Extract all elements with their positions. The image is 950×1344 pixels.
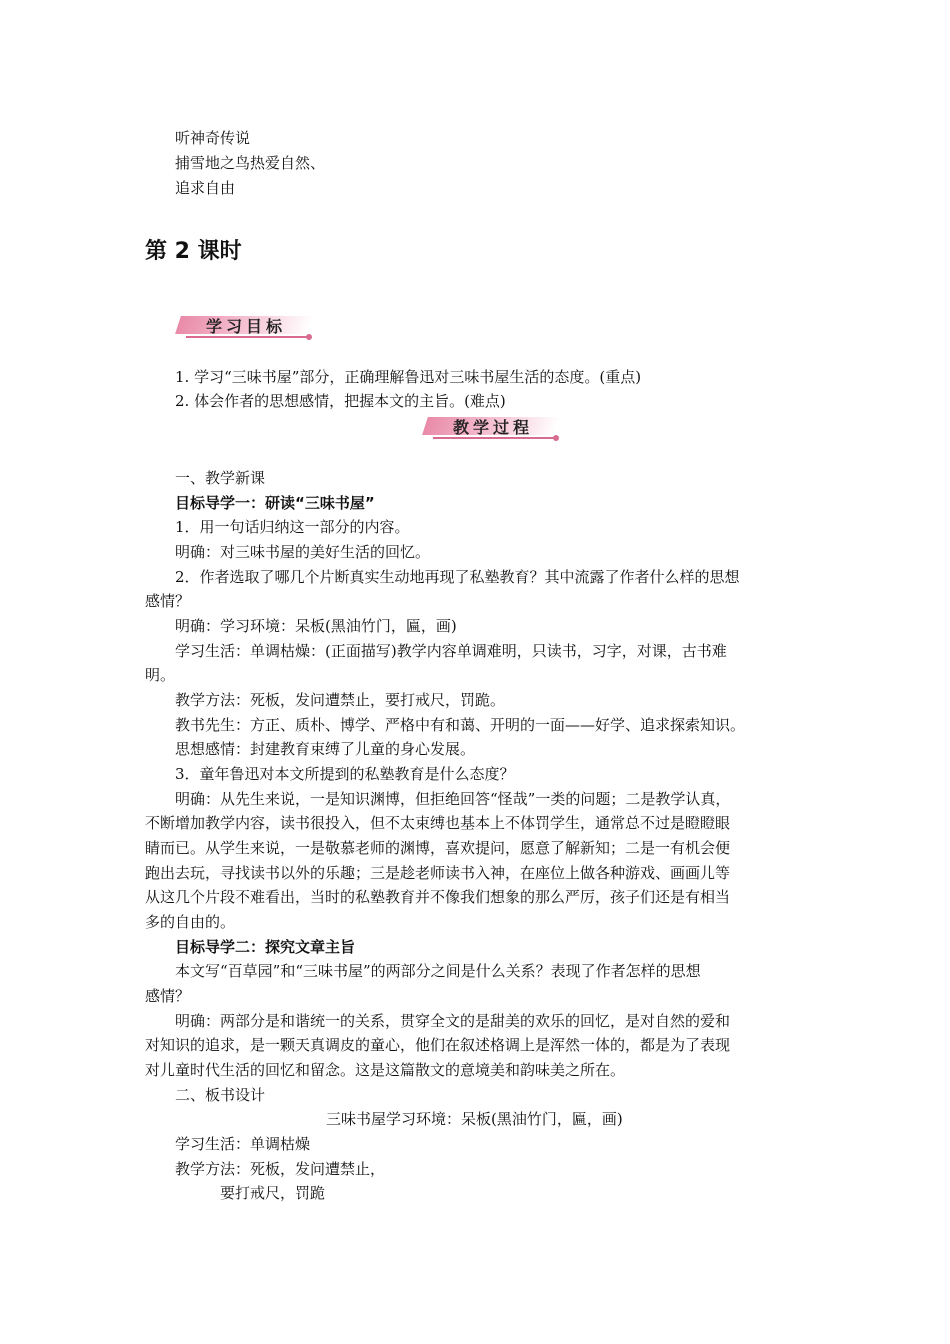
- section-title: 第 2 课时: [145, 239, 242, 264]
- banner-teaching-process: [425, 413, 557, 439]
- para-line: 明确：两部分是和谐统一的关系，贯穿全文的是甜美的欢乐的回忆，是对自然的爱和: [175, 1012, 731, 1030]
- para-line: 1．用一句话归纳这一部分的内容。: [175, 518, 410, 536]
- para-line: 二、板书设计: [175, 1086, 266, 1104]
- banner-dot: [306, 334, 312, 340]
- para-line: 学习生活：单调枯燥：(正面描写)教学内容单调难明，只读书，习字，对课，古书难: [175, 642, 727, 660]
- para-line: 不断增加教学内容，读书很投入，但不太束缚也基本上不体罚学生，通常总不过是瞪瞪眼: [145, 814, 731, 832]
- para-line: 对知识的追求，是一颗天真调皮的童心，他们在叙述格调上是浑然一体的，都是为了表现: [145, 1036, 731, 1054]
- para-line: 本文写“百草园”和“三味书屋”的两部分之间是什么关系？表现了作者怎样的思想: [175, 962, 701, 980]
- board-design-line: 教学方法：死板，发问遭禁止，: [175, 1160, 386, 1178]
- para-line: 明确：对三味书屋的美好生活的回忆。: [175, 543, 431, 561]
- banner-learning-goals: [178, 312, 310, 338]
- banner-label: 教学过程: [453, 418, 534, 437]
- para-line: 明确：学习环境：呆板(黑油竹门，匾，画): [175, 617, 457, 635]
- para-line: 2．作者选取了哪几个片断真实生动地再现了私塾教育？其中流露了作者什么样的思想: [175, 568, 740, 586]
- subheading-goal-2: 目标导学二：探究文章主旨: [175, 938, 356, 956]
- board-design-line: 要打戒尺，罚跪: [220, 1184, 326, 1202]
- banner-label: 学习目标: [206, 317, 287, 336]
- para-line: 3．童年鲁迅对本文所提到的私塾教育是什么态度？: [175, 765, 515, 783]
- para-line: 跑出去玩，寻找读书以外的乐趣；三是趁老师读书入神，在座位上做各种游戏、画画儿等: [145, 864, 731, 882]
- para-line: 教学方法：死板，发问遭禁止，要打戒尺，罚跪。: [175, 691, 506, 709]
- banner-dot: [553, 435, 559, 441]
- para-line: 睛而已。从学生来说，一是敬慕老师的渊博，喜欢提问，愿意了解新知；二是一有机会便: [145, 839, 731, 857]
- goal-item-2: 2. 体会作者的思想感情，把握本文的主旨。(难点): [175, 392, 506, 410]
- para-line: 感情？: [145, 592, 191, 610]
- para-line: 教书先生：方正、质朴、博学、严格中有和蔼、开明的一面——好学、追求探索知识。: [175, 716, 746, 734]
- para-line: 思想感情：封建教育束缚了儿童的身心发展。: [175, 740, 476, 758]
- para-line: 感情？: [145, 987, 191, 1005]
- board-design-line: 学习生活：单调枯燥: [175, 1135, 311, 1153]
- top-line-3: 追求自由: [175, 179, 236, 197]
- top-line-2: 捕雪地之鸟热爱自然、: [175, 154, 326, 172]
- goal-item-1: 1. 学习“三味书屋”部分，正确理解鲁迅对三味书屋生活的态度。(重点): [175, 368, 642, 386]
- para-line: 一、教学新课: [175, 469, 266, 487]
- para-line: 明。: [145, 666, 176, 684]
- para-line: 对儿童时代生活的回忆和留念。这是这篇散文的意境美和韵味美之所在。: [145, 1061, 626, 1079]
- para-line: 从这几个片段不难看出，当时的私塾教育并不像我们想象的那么严厉，孩子们还是有相当: [145, 888, 731, 906]
- top-line-1: 听神奇传说: [175, 129, 251, 147]
- para-line: 明确：从先生来说，一是知识渊博，但拒绝回答“怪哉”一类的问题；二是教学认真，: [175, 790, 731, 808]
- board-design-line: 三味书屋学习环境：呆板(黑油竹门，匾，画): [326, 1110, 623, 1128]
- para-line: 多的自由的。: [145, 913, 236, 931]
- subheading-goal-1: 目标导学一：研读“三味书屋”: [175, 494, 375, 512]
